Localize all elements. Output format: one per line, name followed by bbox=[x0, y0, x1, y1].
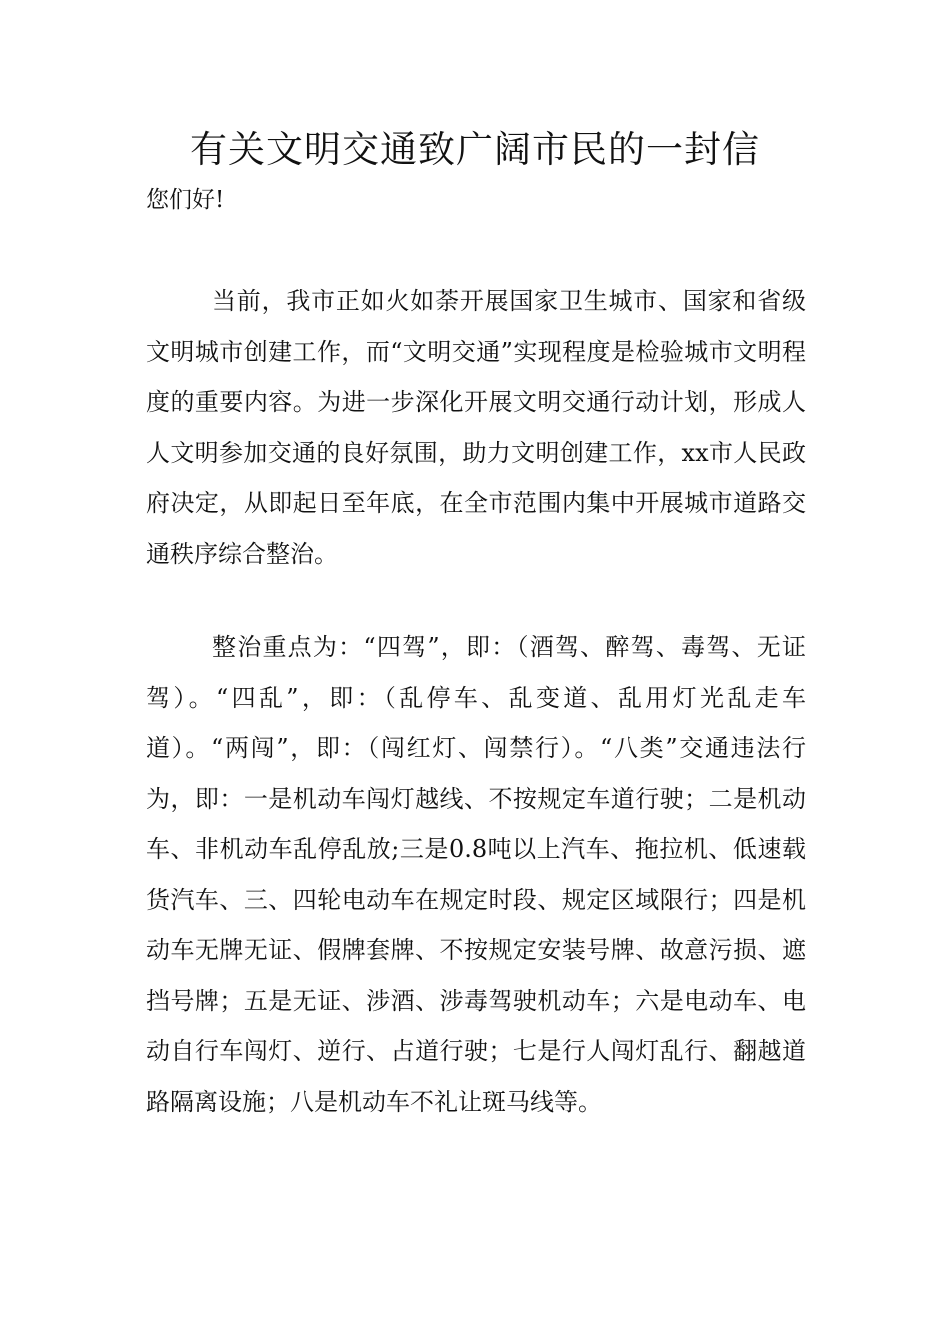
greeting-line: 您们好! bbox=[146, 187, 225, 213]
paragraph-intro: 当前，我市正如火如荼开展国家卫生城市、国家和省级文明城市创建工作，而“文明交通”实现程度是检验城市文明程度的重要内容。为进一步深化开展文明交通行动计划，形成人人文明参加交通的良好氛围，助力文明创建工作，xx市人民政府决定，从即起日至年底，在全市范围内集中开展城市道路交通秩序综合整治。 bbox=[146, 287, 806, 568]
document-title: 有关文明交通致广阔市民的一封信 bbox=[190, 128, 760, 171]
paragraph-rectification-focus: 整治重点为：“四驾”，即：（酒驾、醉驾、毒驾、无证驾）。“四乱”，即：（乱停车、乱变道、乱用灯光乱走车道）。“两闯”，即：（闯红灯、闯禁行）。“八类”交通违法行为，即：一是机动车闯灯越线、不按规定车道行驶；二是机动车、非机动车乱停乱放;三是0.8吨以上汽车、拖拉机、低速载货汽车、三、四轮电动车在规定时段、规定区域限行；四是机动车无牌无证、假牌套牌、不按规定安装号牌、故意污损、遮挡号牌；五是无证、涉酒、涉毒驾驶机动车；六是电动车、电动自行车闯灯、逆行、占道行驶；七是行人闯灯乱行、翻越道路隔离设施；八是机动车不礼让斑马线等。 bbox=[146, 633, 806, 1116]
